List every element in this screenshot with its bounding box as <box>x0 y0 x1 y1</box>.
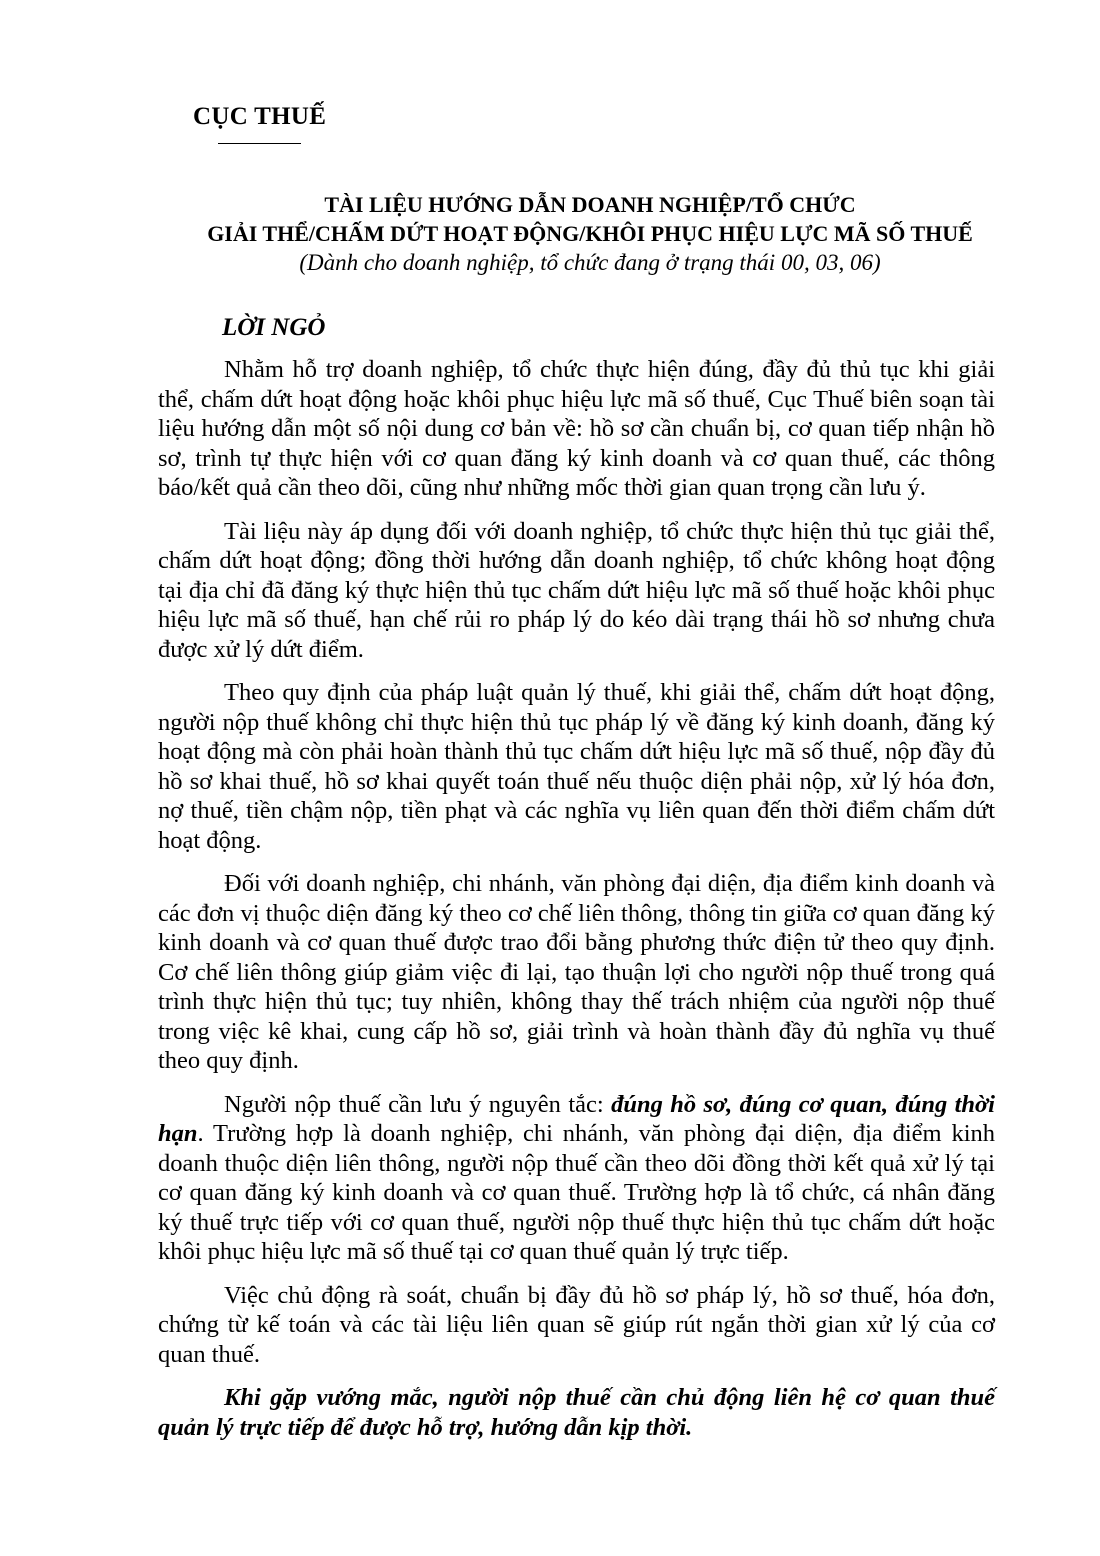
title-line-1: TÀI LIỆU HƯỚNG DẪN DOANH NGHIỆP/TỔ CHỨC <box>324 192 856 217</box>
paragraph-purpose: Nhằm hỗ trợ doanh nghiệp, tổ chức thực hiện đúng, đầy đủ thủ tục khi giải thể, chấm dứt hoạt động hoặc khôi phục hiệu lực mã số thuế, Cục Thuế biên soạn tài liệu hướng dẫn một số nội dung cơ bản về: hồ sơ cần chuẩn bị, cơ quan tiếp nhận hồ sơ, trình tự thực hiện với cơ quan đăng ký kinh doanh và cơ quan thuế, các thông báo/kết quả cần theo dõi, cũng như những mốc thời gian quan trọng cần lưu ý. <box>158 356 995 501</box>
paragraph-interconnection: Đối với doanh nghiệp, chi nhánh, văn phòng đại diện, địa điểm kinh doanh và các đơn vị thuộc diện đăng ký theo cơ chế liên thông, thông tin giữa cơ quan đăng ký kinh doanh và cơ quan thuế được trao đổi bằng phương thức điện tử theo quy định. Cơ chế liên thông giúp giảm việc đi lại, tạo thuận lợi cho người nộp thuế trong quá trình thực hiện thủ tục; tuy nhiên, không thay thế trách nhiệm của người nộp thuế trong việc kê khai, cung cấp hồ sơ, giải trình và hoàn thành đầy đủ nghĩa vụ thuế theo quy định. <box>158 870 995 1074</box>
principle-rest: . Trường hợp là doanh nghiệp, chi nhánh, văn phòng đại diện, địa điểm kinh doanh thuộc diện liên thông, người nộp thuế cần theo dõi đồng thời kết quả xử lý tại cơ quan đăng ký kinh doanh và cơ quan thuế. Trường hợp là tổ chức, cá nhân đăng ký thuế trực tiếp với cơ quan thuế, người nộp thuế thực hiện thủ tục chấm dứt hoặc khôi phục hiệu lực mã số thuế tại cơ quan thuế quản lý trực tiếp. <box>158 1120 995 1265</box>
document-title <box>100 190 1080 277</box>
preface-heading: LỜI NGỎ <box>222 314 326 341</box>
principle-emphasis: đúng hồ sơ, đúng cơ quan, đúng thời hạn <box>158 1090 995 1147</box>
preface-body <box>158 355 995 1456</box>
paragraph-scope: Tài liệu này áp dụng đối với doanh nghiệp, tổ chức thực hiện thủ tục giải thể, chấm dứt hoạt động; đồng thời hướng dẫn doanh nghiệp, tổ chức không hoạt động tại địa chỉ đã đăng ký thực hiện thủ tục chấm dứt hiệu lực mã số thuế hoặc khôi phục hiệu lực mã số thuế, hạn chế rủi ro pháp lý do kéo dài trạng thái hồ sơ nhưng chưa được xử lý dứt điểm. <box>158 517 995 663</box>
paragraph-principle <box>158 1090 995 1267</box>
agency-underline <box>218 143 301 144</box>
document-subtitle: (Dành cho doanh nghiệp, tổ chức đang ở trạng thái 00, 03, 06) <box>299 250 881 275</box>
agency-name: CỤC THUẾ <box>193 103 327 130</box>
title-line-2: GIẢI THỂ/CHẤM DỨT HOẠT ĐỘNG/KHÔI PHỤC HIỆU LỰC MÃ SỐ THUẾ <box>207 221 973 246</box>
principle-intro: Người nộp thuế cần lưu ý nguyên tắc: <box>224 1090 612 1118</box>
paragraph-legal-basis: Theo quy định của pháp luật quản lý thuế, khi giải thể, chấm dứt hoạt động, người nộp thuế không chỉ thực hiện thủ tục pháp lý về đăng ký kinh doanh, đăng ký hoạt động mà còn phải hoàn thành thủ tục chấm dứt hiệu lực mã số thuế, nộp đầy đủ hồ sơ khai thuế, hồ sơ khai quyết toán thuế nếu thuộc diện phải nộp, xử lý hóa đơn, nợ thuế, tiền chậm nộp, tiền phạt và các nghĩa vụ liên quan đến thời điểm chấm dứt hoạt động. <box>158 679 995 854</box>
paragraph-review: Việc chủ động rà soát, chuẩn bị đầy đủ hồ sơ pháp lý, hồ sơ thuế, hóa đơn, chứng từ kế toán và các tài liệu liên quan sẽ giúp rút ngắn thời gian xử lý của cơ quan thuế. <box>158 1281 995 1368</box>
paragraph-closing: Khi gặp vướng mắc, người nộp thuế cần chủ động liên hệ cơ quan thuế quản lý trực tiếp để được hỗ trợ, hướng dẫn kịp thời. <box>158 1384 995 1441</box>
